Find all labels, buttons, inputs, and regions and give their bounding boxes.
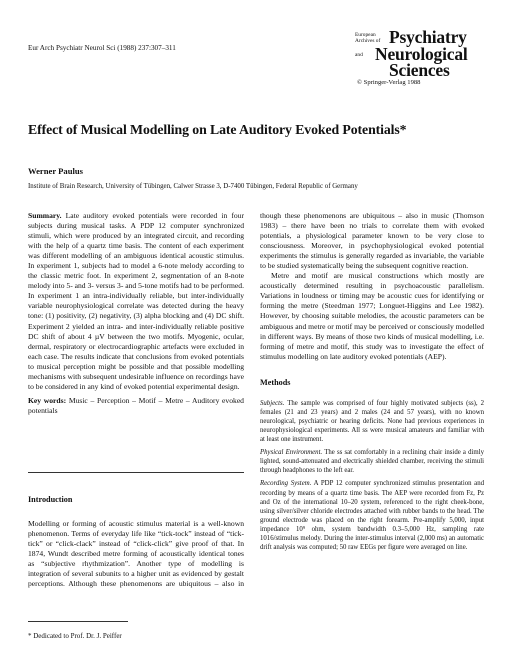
subjects-text: The sample was comprised of four highly motivated subjects (ss), 2 females (21 and 23 years) and 2 males (24 and 57 years), with no known neurological, psychiatric or hearing deficits. None had previous experiences in neurophysiological experiments. All ss were musical amateurs and familiar with at least one instrument.: [260, 399, 485, 444]
summary-text: Late auditory evoked potentials were recorded in four subjects during musical tasks. A PDP 12 computer synchronized stimuli, which were produced by an integrated circuit, and recording with the help of a quartz time basis. The content of each experiment was different modelling of an ambiguous identical acoustic stimulus. In experiment 1, subjects had to model a 6-note melody according to the classic metric foot. In experiment 2, segmentation of an 8-note melody into 5- and 3- versus 3- and 5-tone motifs had to be performed. In experiment 1 an intra-individually reliable, but inter-individually variable neurophysiological correlate was detected during the heavy tone: (1) positivity, (2) negativity, (3) alpha blocking and (4) DC shift. Experiment 2 yielded an intra- and inter-individually reliable positive DC shift of about 4 µV between the two motifs. Myogenic, ocular, dermal, respiratory or electrocardiographic artefacts were excluded in each case. The results indicate that conclusions from evoked potentials to musical perception might be possible and that possible modelling mechanisms with subsequent undesirable influence on recordings have to be considered in any kind of evoked potential experimental design.: [28, 211, 244, 391]
masthead-archives-of: Archives of: [355, 38, 381, 44]
journal-citation: Eur Arch Psychiatr Neurol Sci (1988) 237:307–311: [28, 44, 176, 52]
footnote-rule: [28, 621, 128, 622]
introduction-heading: Introduction: [28, 495, 73, 504]
masthead-and: and: [355, 52, 363, 58]
masthead-european: European: [355, 32, 376, 38]
author-affiliation: Institute of Brain Research, University of Tübingen, Calwer Strasse 3, D-7400 Tübingen, Federal Republic of Germany: [28, 183, 358, 190]
introduction-section: [28, 495, 244, 589]
environment-label: Physical Environment.: [260, 449, 323, 457]
masthead-psychiatry: Psychiatry: [389, 27, 467, 47]
introduction-text-left: Modelling or forming of acoustic stimulus material is a well-known phenomenon. Terms of everyday life like “tick-tock” instead of “tick-tick” or “click-clack” instead of “click-click” give proof of that. In 1874, Wundt described metre forming of acoustically identical tones as “subjective rhythmization”. Another type of modelling is integration of several subunits to a higher unit as evidenced by gestalt perceptions. Although these phenomenons are ubiquitous – also in: [28, 519, 244, 589]
masthead-neurological: Neurological: [375, 44, 468, 64]
keywords-label: Key words:: [28, 395, 67, 405]
copyright-line: © Springer-Verlag 1988: [357, 79, 421, 86]
summary-label: Summary.: [28, 211, 62, 220]
keywords-paragraph: [28, 396, 244, 416]
environment-text: The ss sat comfortably in a reclining chair inside a dimly lighted, sound-attenuated and electrically shielded chamber, receiving the stimuli through headphones to the left ear.: [260, 449, 484, 475]
recording-text: A PDP 12 computer synchronized stimulus presentation and recording by means of a quartz time basis. The AEP were recorded from Fz, Pz and Oz of the international 10–20 system, referenced to the right cheek-bone, using silver/silver chloride electrodes attached with rubber bands to the head. The ground electrode was placed on the right forearm. Pre-amplify 5,000, input impedance 10⁹ ohm, system bandwidth 0.3–5,000 Hz, sampling rate 1016/stimulus melody. During the inter-stimulus interval (2,000 ms) an automatic drift analysis was computed; 50 raw EEGs per figure were averaged on line.: [260, 480, 485, 552]
environment-paragraph: [260, 448, 484, 475]
keywords-rule: [28, 472, 244, 473]
keywords-text: Music – Perception – Motif – Metre – Auditory evoked potentials: [28, 395, 244, 415]
left-column: [28, 211, 244, 416]
methods-heading: Methods: [260, 377, 291, 387]
masthead-sciences: Sciences: [389, 60, 450, 80]
author-name: Werner Paulus: [28, 166, 83, 176]
introduction-continued: though these phenomenons are ubiquitous – also in music (Thomson 1983) – there have been no trials to correlate them with evoked potentials, a physiological parameter known to be very close to consciousness. Moreover, in psychophysiological evoked potential experiments the stimulus is generally regarded as invariable, the variable to be studied systematically being the subsequent cognitive reaction.: [260, 211, 484, 271]
right-column: [260, 211, 484, 552]
article-title: Effect of Musical Modelling on Late Auditory Evoked Potentials*: [28, 122, 407, 137]
introduction-paragraph-2: Metre and motif are musical constructions which mostly are acoustically determined resulting in psychoacoustic parallelism. Variations in loudness or timing may be acoustic cues for identifying or forming the metre (Steedman 1977; Longuet-Higgins and Lee 1982). However, by choosing suitable melodies, the acoustic parameters can be ambiguous and metre or motif may be perceived or consciously modelled in different ways. By means of those two kinds of musical modelling, i.e. forming of metre and motif, this study was to investigate the effect of stimulus modelling on late auditory evoked potentials (AEP).: [260, 271, 484, 361]
footnote: * Dedicated to Prof. Dr. J. Peiffer: [28, 632, 122, 640]
recording-paragraph: [260, 479, 484, 552]
subjects-paragraph: [260, 399, 484, 444]
subjects-label: Subjects.: [260, 399, 285, 407]
recording-label: Recording System.: [260, 480, 312, 488]
summary-paragraph: [28, 211, 244, 392]
